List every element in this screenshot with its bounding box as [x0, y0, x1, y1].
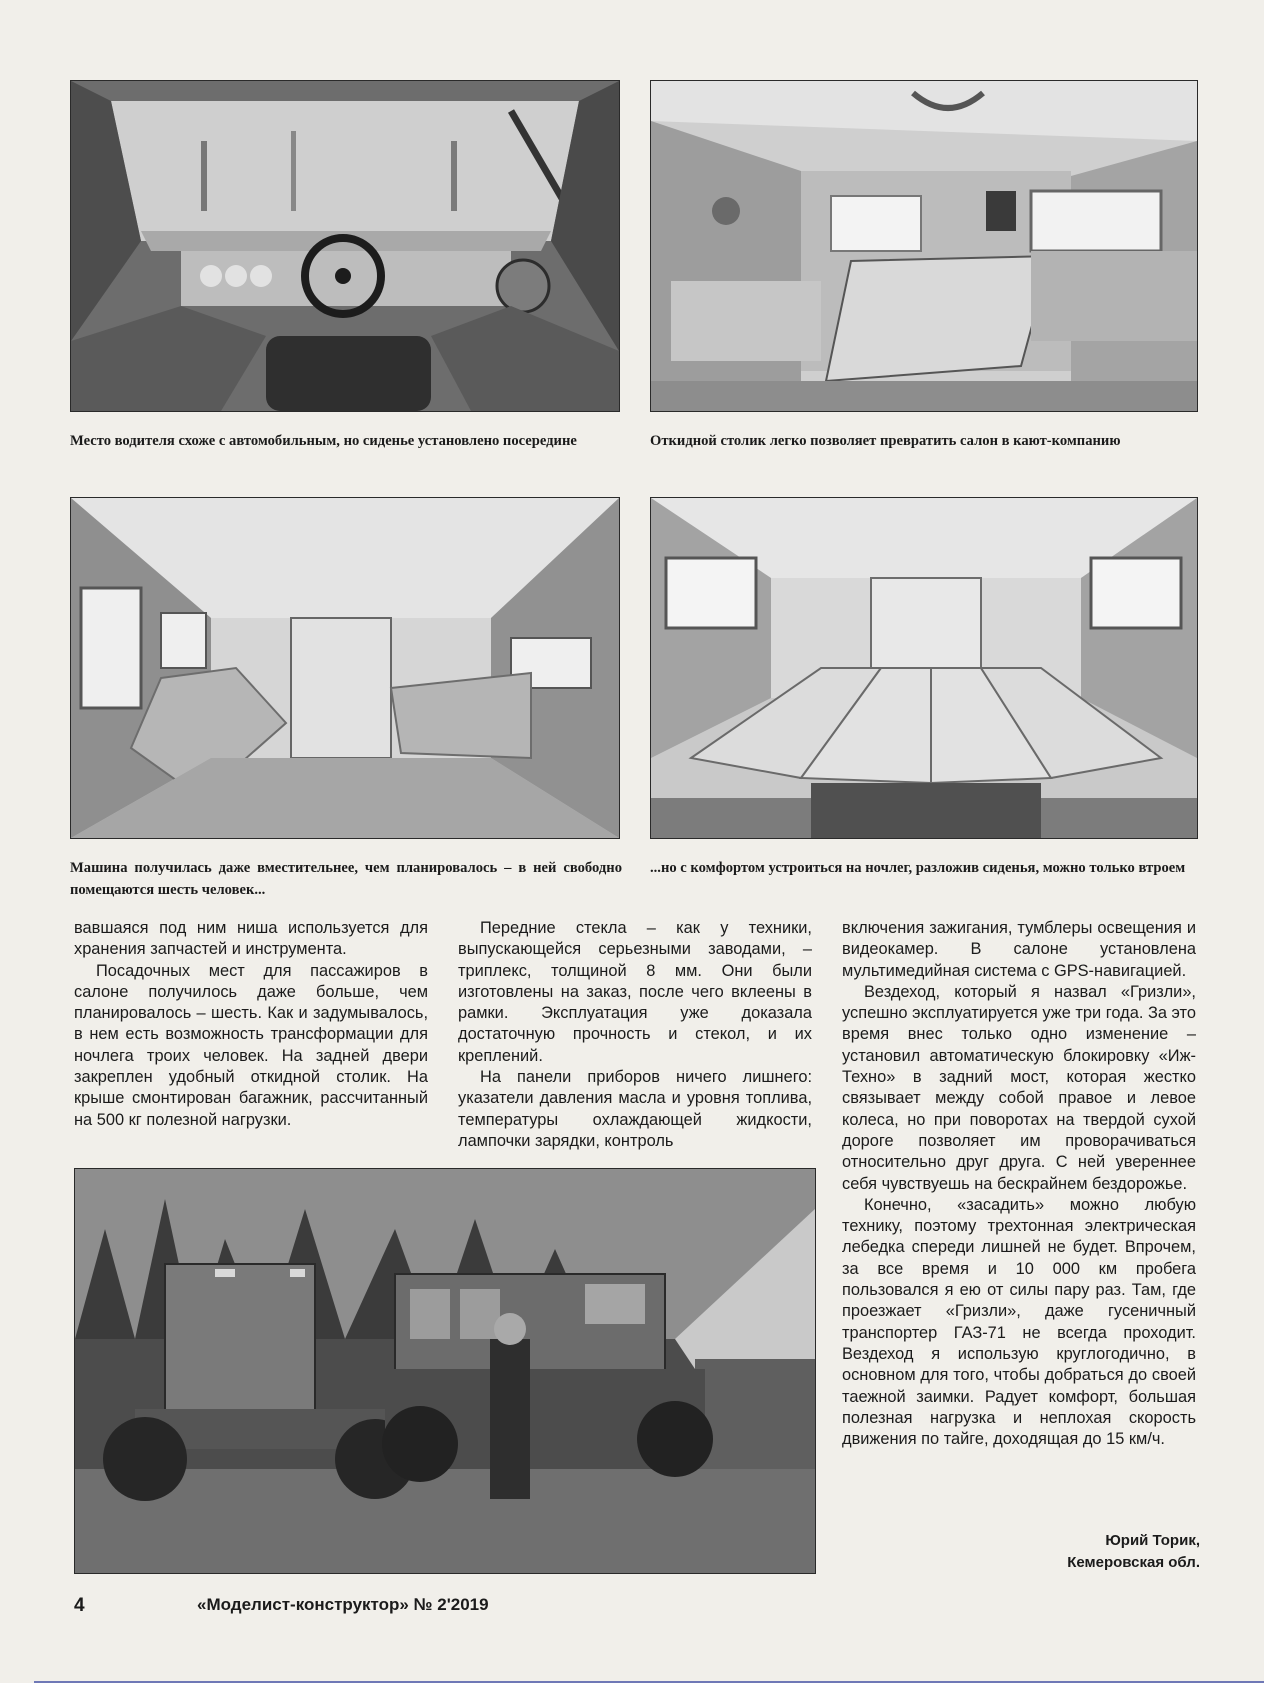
author-name: Юрий Торик,: [1105, 1532, 1200, 1549]
paragraph: Передние стекла – как у техники, выпускающейся серьезными заводами, – триплекс, толщиной 8 мм. Они были изготовлены на заказ, после чего вклеены в рамки. Эксплуатация уже доказала достаточную прочность и стекол, и их креплений.: [458, 919, 812, 1065]
paragraph: На панели приборов ничего лишнего: указатели давления масла и уровня топлива, температуры охлаждающей жидкости, лампочки зарядки, контроль: [458, 1068, 812, 1150]
paragraph: Конечно, «засадить» можно любую технику, поэтому трехтонная электрическая лебедка спереди лишней не будет. Впрочем, за все время и 10 000 км пробега пользовался я ею от силы пару раз. Там, где проезжает «Гризли», даже гусеничный транспортер ГАЗ-71 не всегда проходит. Вездеход я использую круглогодично, в основном для того, чтобы добраться до своей таежной заимки. Радует комфорт, большая полезная нагрузка и неплохая скорость движения по тайге, доходящая до 15 км/ч.: [842, 1195, 1196, 1449]
caption-sleeping-layout: ...но с комфортом устроиться на ночлег, разложив сиденья, можно только втроем: [650, 860, 1186, 876]
caption-folding-table: Откидной столик легко позволяет превратить салон в кают-компанию: [650, 433, 1121, 449]
photo-folding-table: [650, 80, 1198, 412]
photo-cabin-seats: [70, 497, 620, 839]
photo-driver-seat: [70, 80, 620, 412]
author-region: Кемеровская обл.: [1067, 1554, 1200, 1571]
caption-driver-seat: Место водителя схоже с автомобильным, но сиденье установлено посередине: [70, 433, 577, 449]
text-column-1: [74, 918, 428, 1131]
journal-title: «Моделист-конструктор» № 2'2019: [197, 1595, 489, 1614]
paragraph: включения зажигания, тумблеры освещения и видеокамер. В салоне установлена мультимедийная система с GPS-навигацией.: [842, 919, 1196, 980]
page-number: 4: [74, 1595, 85, 1616]
paragraph: вавшаяся под ним ниша используется для хранения запчастей и инструмента.: [74, 919, 428, 959]
caption-cabin-seats: Машина получилась даже вместительнее, чем планировалось – в ней свободно помещаются шесть человек...: [70, 860, 622, 898]
paragraph: Посадочных мест для пассажиров в салоне получилось даже больше, чем планировалось – шесть. Как и задумывалось, в нем есть возможность трансформации для ночлега троих человек. На задней двери закреплен удобный откидной столик. На крыше смонтирован багажник, рассчитанный на 500 кг полезной нагрузки.: [74, 961, 428, 1129]
paragraph: Вездеход, который я назвал «Гризли», успешно эксплуатируется уже три года. За это время внес только одно изменение – установил автоматическую блокировку «Иж-Техно» в задний мост, которая жестко связывает между собой правое и левое колеса, но при поворотах на твердой сухой дороге позволяет им проворачиваться относительно друг друга. С ней увереннее себя чувствуешь на бескрайнем бездорожье.: [842, 982, 1196, 1193]
photo-sleeping-layout: [650, 497, 1198, 839]
author-signature: [1067, 1530, 1200, 1574]
text-column-3: [842, 918, 1196, 1450]
text-column-2: [458, 918, 812, 1152]
photo-vehicle-outdoors: [74, 1168, 816, 1574]
